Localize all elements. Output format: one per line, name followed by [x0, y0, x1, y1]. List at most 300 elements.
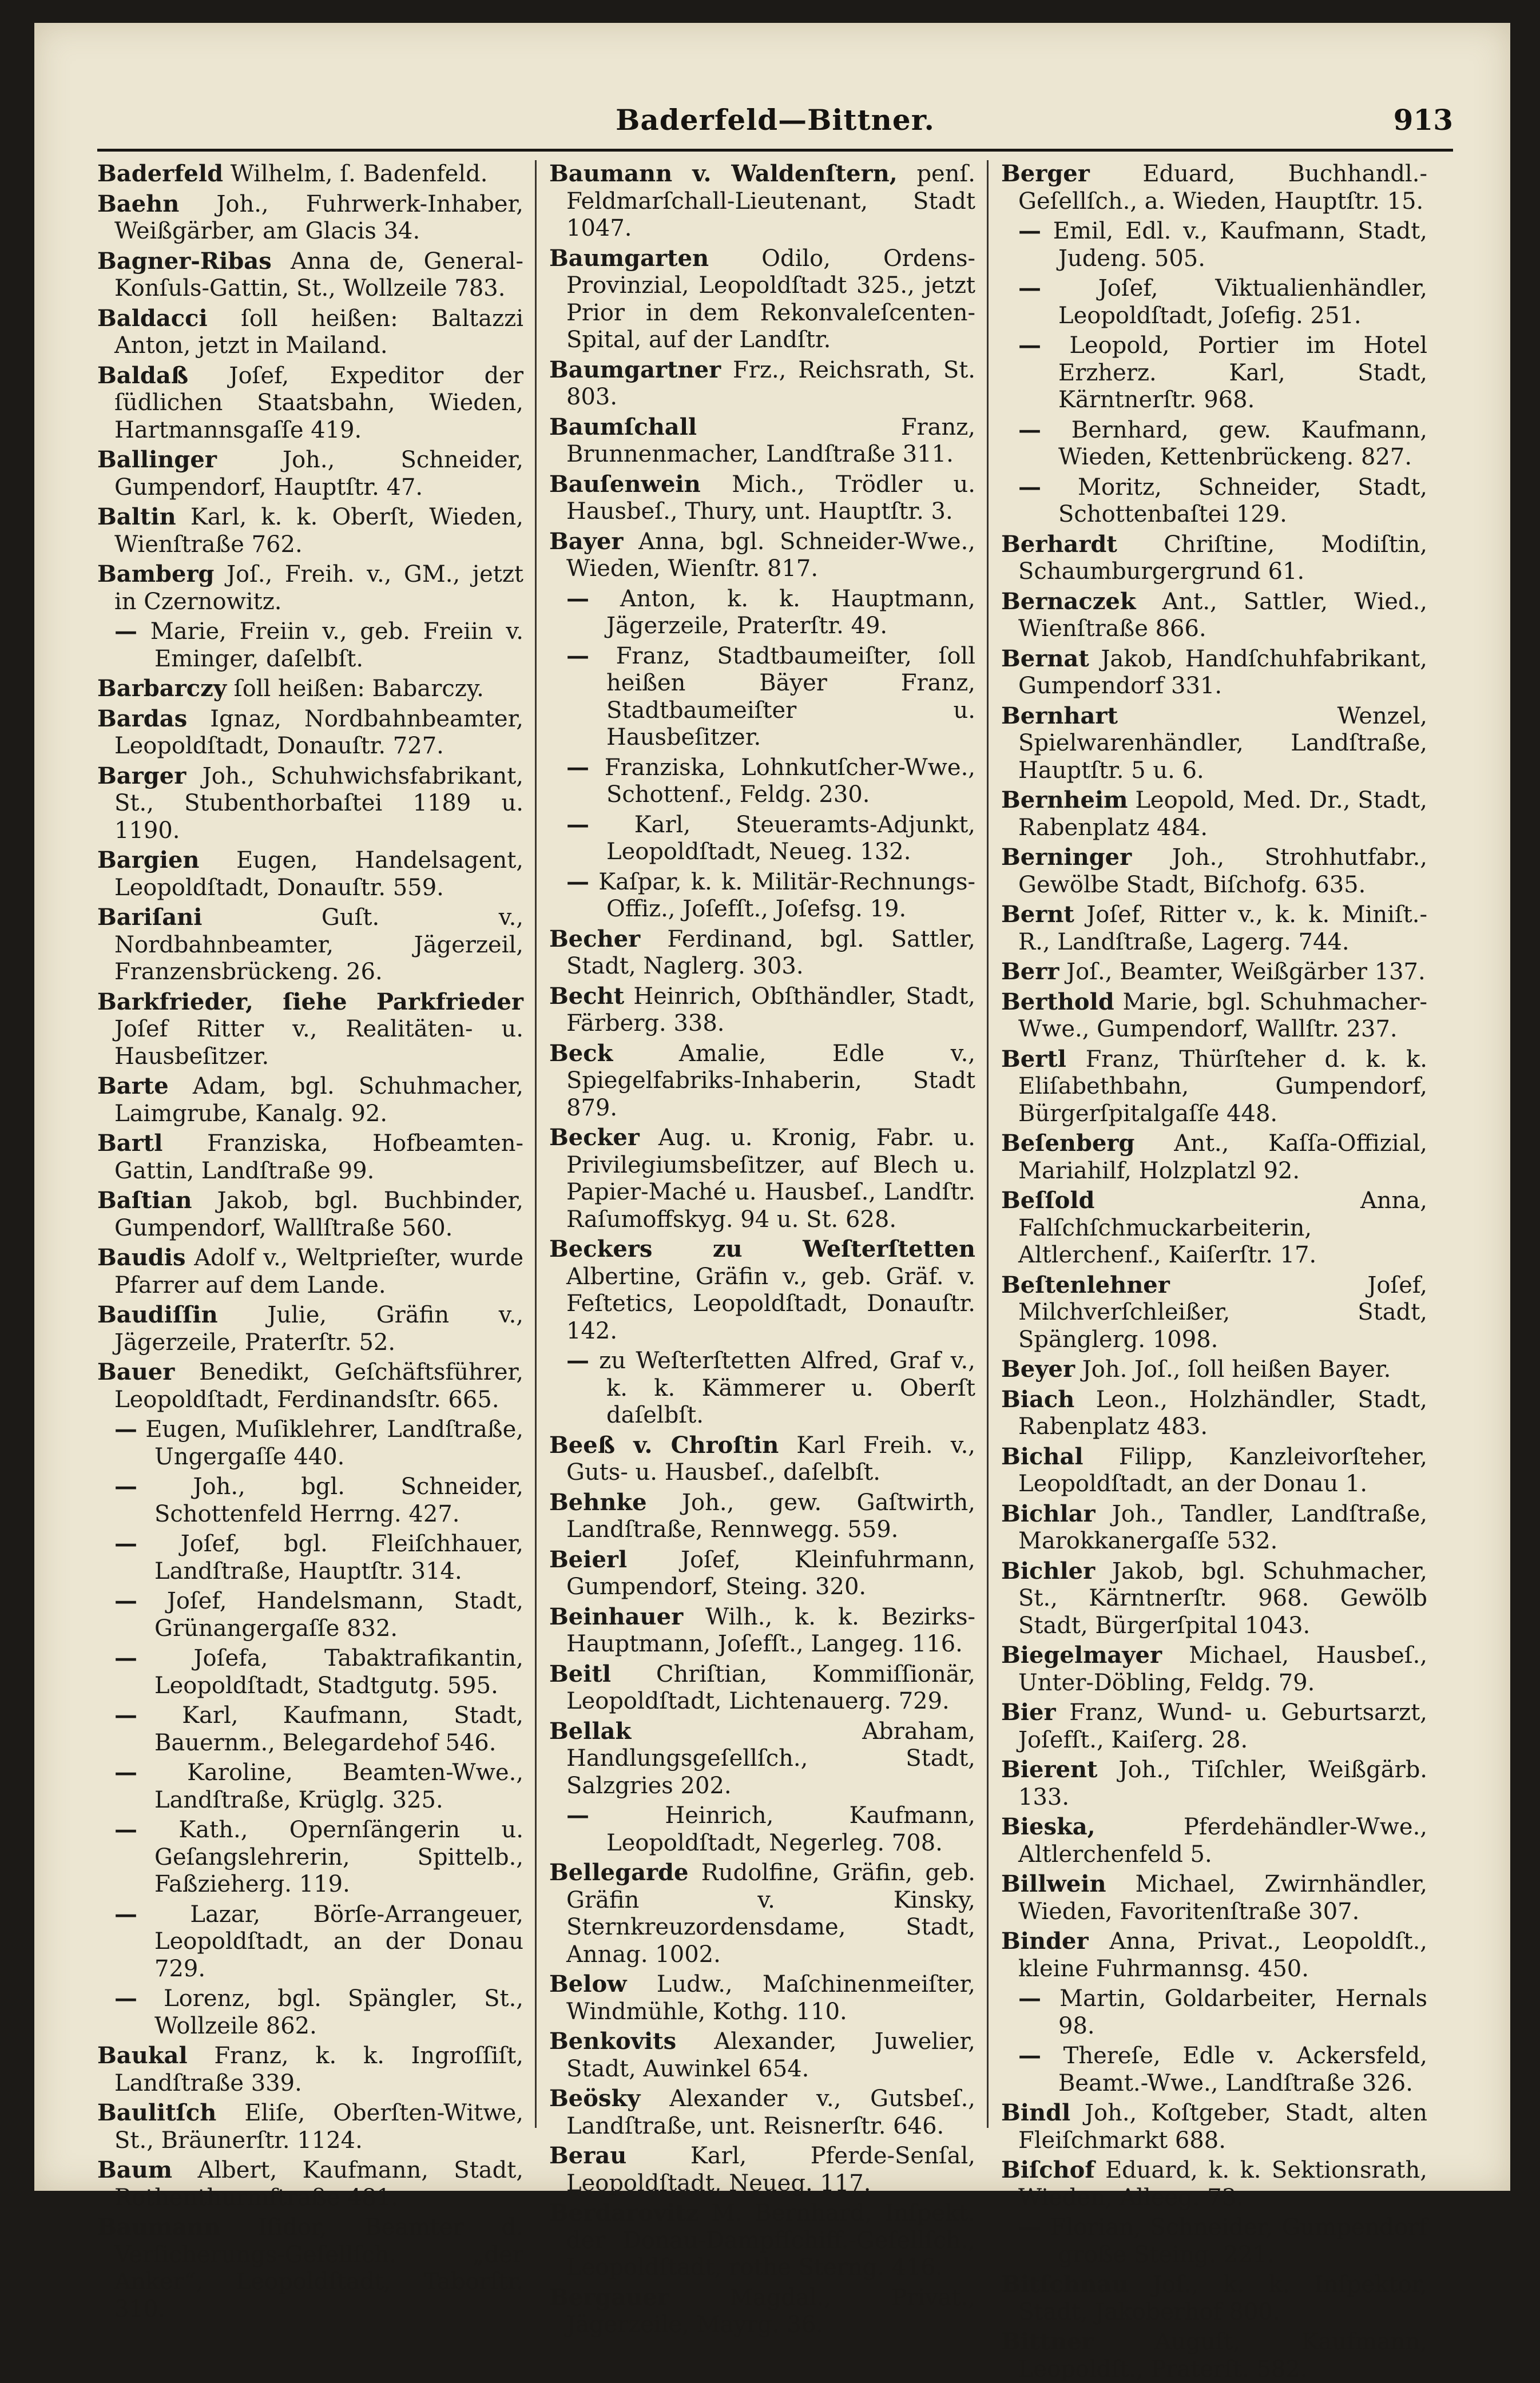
entry-surname: Bieska,	[1001, 1813, 1096, 1840]
entry-surname: —	[114, 1985, 137, 2012]
entry-details: Eugen, Handelsagent, Leopoldſtadt, Donauſtr. 559.	[114, 847, 523, 901]
entry-details: Joſef, Ritter v., k. k. Miniſt.-R., Landſtraße, Lagerg. 744.	[1018, 901, 1427, 955]
entry-details: Adam, bgl. Schuhmacher, Laimgrube, Kanalg. 92.	[114, 1073, 523, 1127]
entry-details: Joſ., k. k. Inſpektor, Stadt, Jakoberhof 800.	[1018, 2271, 1427, 2325]
entry-details: Joh., Tandler, Landſtraße, Marokkanergaſſe 532.	[1018, 1500, 1428, 1554]
directory-entry	[97, 762, 523, 845]
entry-details: Joh., Strohhutfabr., Gewölbe Stadt, Biſchofg. 635.	[1018, 844, 1427, 898]
entry-details: Marie, bgl. Schuhmacher-Wwe., Gumpendorf, Wallſtr. 237.	[1018, 988, 1427, 1042]
directory-entry	[549, 1971, 975, 2025]
directory-entry	[549, 983, 975, 1038]
entry-surname: Berr	[1001, 958, 1059, 985]
entry-details: ſoll heißen: Babarczy.	[233, 676, 484, 702]
directory-entry	[97, 2042, 523, 2097]
directory-entry	[97, 705, 523, 760]
entry-details: Auguſt, Kaufmann, Leopoldſt., Praterſt. 582.	[1018, 2329, 1428, 2382]
entry-details: Joſ., Freih. v., GM., jetzt in Czernowitz.	[114, 561, 523, 615]
entry-surname: Bitſchnau	[1001, 2271, 1129, 2298]
entry-surname: Baderfeld	[97, 160, 224, 187]
entry-surname: Becht	[549, 982, 625, 1010]
entry-surname: Bernt	[1001, 901, 1074, 928]
directory-entry	[549, 926, 975, 980]
entry-details: Aug. u. Kronig, Fabr. u. Privilegiumsbeſitzer, auf Blech u. Papier-Maché u. Hausbeſ., Landſtr. Raſumoffskyg. 94 u. St. 628.	[566, 1125, 975, 1233]
directory-entry	[549, 868, 975, 923]
directory-entry	[1001, 1272, 1427, 1354]
entry-surname: Baumſchall	[549, 413, 697, 440]
entry-surname: Beſſold	[1001, 1187, 1095, 1214]
entry-surname: Bernat	[1001, 645, 1089, 672]
entry-surname: Baukal	[97, 2042, 188, 2069]
entry-details: Alexander v., Gutsbeſ., Landſtraße, unt. Reisnerſtr. 646.	[566, 2086, 975, 2139]
directory-entry	[97, 1130, 523, 1185]
directory-entry	[97, 1244, 523, 1299]
entry-details: Leopold, Portier im Hotel Erzherz. Karl, Stadt, Kärntnerſtr. 968.	[1058, 332, 1427, 413]
entry-details: Karoline, Beamten-Wwe., Landſtraße, Krüglg. 325.	[154, 1760, 524, 1813]
entry-details: Eduard, Buchhandl.-Geſellſch., a. Wieden, Hauptſtr. 15.	[1018, 161, 1427, 215]
entry-details: Emil, Edl. v., Kaufmann, Stadt, Judeng. 505.	[1053, 218, 1427, 272]
entry-surname: Berger	[1001, 160, 1090, 187]
entry-details: Joh., gew. Gaſtwirth, Landſtraße, Rennwegg. 559.	[566, 1489, 976, 1543]
entry-details: Joſef, bgl. Fleiſchhauer, Landſtraße, Hauptſtr. 314.	[154, 1531, 523, 1584]
directory-entry	[1001, 1130, 1427, 1185]
entry-details: Wenzel, Spielwarenhändler, Landſtraße, Hauptſtr. 5 u. 6.	[1018, 702, 1427, 784]
directory-entry	[97, 362, 523, 444]
directory-entry	[549, 1661, 975, 1715]
directory-entry	[97, 1759, 523, 1814]
directory-entry	[549, 1124, 975, 1233]
directory-entry	[549, 2028, 975, 2083]
entry-details: Joh., Schuhwichsfabrikant, St., Stubenthorbaſtei 1189 u. 1190.	[114, 762, 523, 844]
directory-entry	[549, 1859, 975, 1968]
directory-entry	[97, 1473, 523, 1528]
entry-details: Heinrich, Obſthändler, Stadt, Färberg. 338.	[566, 983, 975, 1036]
directory-entry	[1001, 531, 1427, 586]
entry-details: Karl, Kaufmann, Stadt, Bauernm., Belegardehof 546.	[154, 1702, 523, 1756]
entry-surname: Bindl	[1001, 2099, 1071, 2126]
column-2	[549, 160, 976, 2338]
directory-entry	[1001, 2328, 1427, 2383]
directory-entry	[1001, 702, 1427, 785]
directory-entry	[1001, 160, 1427, 215]
directory-entry	[549, 2199, 975, 2282]
entry-surname: Beck	[549, 1039, 613, 1067]
entry-surname: Baulitſch	[97, 2099, 217, 2126]
entry-surname: Barte	[97, 1073, 169, 1099]
entry-surname: Becker	[549, 1124, 640, 1151]
entry-details: Leon., Holzhändler, Stadt, Rabenplatz 483.	[1018, 1386, 1427, 1440]
directory-entry	[1001, 1046, 1427, 1128]
entry-surname: Baum	[97, 2156, 173, 2183]
entry-surname: Benkovits	[549, 2028, 677, 2055]
entry-details: Wilh., k. k. Bezirks-Hauptmann, Joſefſt., Langeg. 116.	[566, 1603, 975, 1657]
directory-entry	[97, 1416, 523, 1471]
entry-surname: Becher	[549, 925, 641, 952]
entry-details: Anna, bgl. Schneider-Wwe., Wieden, Wienſtr. 817.	[566, 528, 976, 582]
entry-surname: Baldacci	[97, 304, 208, 332]
entry-details: Lorenz, bgl. Spängler, St., Wollzeile 862.	[154, 1985, 523, 2039]
directory-entry	[1001, 2099, 1427, 2154]
entry-details: Jakob, Handſchuhfabrikant, Gumpendorf 331.	[1018, 645, 1428, 699]
directory-entry	[1001, 1928, 1427, 1983]
entry-details: Joſef, Milchverſchleißer, Stadt, Spänglerg. 1098.	[1018, 1272, 1427, 1353]
directory-entry	[1001, 2156, 1427, 2211]
directory-entry	[97, 1530, 523, 1585]
entry-surname: Bittner	[1001, 2328, 1094, 2355]
entry-surname: —	[1018, 275, 1041, 301]
entry-details: Anna, Privat., Leopoldſt., kleine Fuhrmannsg. 450.	[1018, 1928, 1427, 1982]
entry-details: Joſef, Expeditor der ſüdlichen Staatsbahn, Wieden, Hartmannsgaſſe 419.	[114, 362, 524, 443]
directory-entry	[97, 248, 523, 303]
entry-details: Joh., Fuhrwerk-Inhaber, Weißgärber, am Glacis 34.	[114, 190, 523, 244]
entry-surname: Baudis	[97, 1244, 186, 1271]
entry-details: Thereſe, Edle v. Ackersfeld, Beamt.-Wwe., Landſtraße 326.	[1058, 2043, 1427, 2096]
entry-details: M. Bernhard, Inſpekt. der Donau-Dampfſchiff.-Geſellſch., Leopoldſtadt, rothe Sterng. 416.	[566, 2200, 975, 2281]
entry-surname: Bergauer	[549, 2283, 669, 2311]
directory-entry	[549, 754, 975, 809]
directory-entry	[1001, 901, 1427, 956]
entry-surname: —	[566, 1347, 589, 1374]
entry-details: Bernhard, gew. Kaufmann, Wieden, Kettenbrückeng. 827.	[1058, 416, 1427, 470]
entry-surname: —	[1018, 217, 1041, 244]
directory-entry	[1001, 958, 1427, 986]
directory-entry	[97, 1359, 523, 1413]
directory-entry	[549, 1040, 975, 1122]
directory-entry	[97, 160, 523, 188]
entry-surname: Bernaczek	[1001, 587, 1136, 615]
header-rule	[97, 149, 1453, 152]
entry-details: Franz, Wund- u. Geburtsarzt, Joſefſt., Kaiſerg. 28.	[1018, 1699, 1428, 1753]
entry-details: Iſidor, Beamter d. Verſicherungs-Geſellſch. „der Anker“, Leopoldſtadt, Taborſtr. 310.	[114, 2214, 523, 2322]
entry-details: Odilo, Ordens-Provinzial, Leopoldſtadt 325., jetzt Prior in dem Rekonvaleſcenten-Spital, auf der Landſtr.	[566, 245, 975, 353]
entry-surname: Berninger	[1001, 844, 1132, 871]
entry-details: Moritz, Schneider, Stadt, Schottenbaſtei 129.	[1058, 474, 1427, 527]
entry-details: Lazar, Börſe-Arrangeuer, Leopoldſtadt, an der Donau 729.	[154, 1901, 523, 1982]
entry-details: Franz, Stadtbaumeiſter, ſoll heißen Bäyer Franz, Stadtbaumeiſter u. Hausbeſitzer.	[606, 642, 976, 750]
entry-details: Karl, Steueramts-Adjunkt, Leopoldſtadt, Neueg. 132.	[606, 811, 975, 865]
entry-surname: Baldaß	[97, 362, 189, 389]
directory-entry	[97, 847, 523, 901]
entry-surname: Berau	[549, 2142, 627, 2169]
entry-details: Leopold, Med. Dr., Stadt, Rabenplatz 484.	[1018, 787, 1428, 841]
entry-details: Joſef, Viktualienhändler, Leopoldſtadt, Joſefig. 251.	[1058, 275, 1428, 329]
entry-surname: Beeß v. Chroſtin	[549, 1431, 779, 1459]
directory-entry	[97, 1073, 523, 1127]
entry-surname: Baumann	[97, 2214, 221, 2241]
directory-entry	[1001, 1699, 1427, 1754]
directory-entry	[549, 1718, 975, 1800]
directory-entry	[549, 414, 975, 468]
directory-entry	[97, 1301, 523, 1356]
directory-entry	[1001, 275, 1427, 329]
directory-entry	[97, 675, 523, 703]
entry-surname: Baumgarten	[549, 244, 709, 272]
entry-details: Ferdinand, bgl. Sattler, Stadt, Naglerg. 303.	[566, 926, 976, 979]
entry-details: Julie, Gräfin v., Jägerzeile, Praterſtr. 52.	[114, 1302, 523, 1356]
entry-surname: Bagner-Ribas	[97, 247, 272, 275]
directory-entry	[1001, 474, 1427, 529]
entry-details: Anna, Falſchſchmuckarbeiterin, Altlerchenf., Kaiſerſtr. 17.	[1018, 1187, 1427, 1268]
entry-details: Joſefa, Tabaktrafikantin, Leopoldſtadt, Stadtgutg. 595.	[154, 1645, 524, 1699]
entry-surname: Below	[549, 1971, 627, 1997]
entry-surname: —	[114, 1416, 137, 1443]
entry-details: Jakob, bgl. Schuhmacher, St., Kärntnerſtr. 968. Gewölb Stadt, Bürgerſpital 1043.	[1018, 1558, 1427, 1639]
entry-surname: —	[566, 811, 589, 838]
entry-surname: —	[566, 868, 589, 895]
directory-entry	[1001, 645, 1427, 700]
entry-surname: Biegelmayer	[1001, 1642, 1162, 1669]
entry-details: Rudolfine, Gräfin, geb. Gräfin v. Kinsky, Sternkreuzordensdame, Stadt, Annag. 1002.	[566, 1860, 975, 1968]
entry-details: Heinrich, Kaufmann, Leopoldſtadt, Negerleg. 708.	[606, 1802, 975, 1856]
entry-details: Kath., Opernſängerin u. Geſangslehrerin, Spittelb., Faßzieherg. 119.	[154, 1817, 523, 1897]
directory-entry	[549, 2142, 975, 2197]
entry-surname: Baltin	[97, 503, 176, 530]
entry-surname: —	[1018, 332, 1041, 359]
directory-entry	[97, 1985, 523, 2040]
directory-entry	[97, 2156, 523, 2211]
directory-entry	[1001, 988, 1427, 1043]
directory-entry	[97, 1901, 523, 1983]
entry-surname: Beitl	[549, 1660, 612, 1687]
entry-surname: Beösky	[549, 2085, 641, 2112]
directory-entry	[1001, 2271, 1427, 2326]
entry-details: Ignaz, Nordbahnbeamter, Leopoldſtadt, Donauſtr. 727.	[114, 705, 524, 759]
directory-entry	[1001, 2214, 1427, 2269]
directory-entry	[97, 904, 523, 986]
entry-details: Chriſtine, Modiſtin, Schaumburgergrund 61.	[1018, 531, 1428, 585]
entry-surname: —	[1018, 2042, 1041, 2069]
directory-entry	[97, 988, 523, 1071]
directory-entry	[549, 1603, 975, 1658]
entry-details: Joſ., Beamter, Weißgärber 137.	[1066, 959, 1426, 985]
entry-surname: Bellegarde	[549, 1859, 689, 1886]
directory-entry	[549, 1546, 975, 1601]
entry-surname: —	[114, 1702, 137, 1729]
directory-entry	[549, 1489, 975, 1544]
entry-details: Magdal., Privat., Jägerzeile, Mayrg. 36.	[566, 2284, 975, 2338]
entry-surname: Bauſenwein	[549, 470, 701, 498]
column-divider	[535, 160, 537, 2128]
entry-details: Michael, Hausbeſ., Unter-Döbling, Feldg. 79.	[1018, 1642, 1428, 1696]
entry-surname: Behnke	[549, 1488, 647, 1516]
entry-surname: Bichal	[1001, 1443, 1083, 1470]
directory-entry	[97, 1187, 523, 1242]
entry-details: Karl Freih. v., Guts- u. Hausbeſ., daſelbſt.	[566, 1432, 976, 1486]
directory-entry	[549, 1236, 975, 1345]
entry-surname: —	[1018, 1985, 1041, 2012]
entry-surname: —	[114, 1645, 137, 1671]
directory-entry	[1001, 844, 1427, 899]
entry-surname: Baumgartner	[549, 356, 721, 383]
entry-details: Franziska, Hofbeamten-Gattin, Landſtraße 99.	[114, 1130, 523, 1184]
directory-entry	[97, 1702, 523, 1757]
entry-details: Guſt. v., Nordbahnbeamter, Jägerzeil, Franzensbrückeng. 26.	[114, 904, 523, 985]
entry-details: Franz, k. k. Ingroſſiſt, Landſtraße 339.	[114, 2043, 523, 2096]
directory-entry	[97, 618, 523, 673]
entry-details: Florian, Schneider, Gumpendorf große Steing. 221.	[1050, 2214, 1428, 2268]
entry-surname: Bellak	[549, 1717, 632, 1745]
directory-entry	[549, 160, 975, 243]
entry-details: Mich., Trödler u. Hausbeſ., Thury, unt. Hauptſtr. 3.	[566, 471, 976, 525]
entry-details: Kaſpar, k. k. Militär-Rechnungs-Offiz., Joſefſt., Joſefsg. 19.	[598, 868, 975, 922]
entry-details: Adolf v., Weltprieſter, wurde Pfarrer auf dem Lande.	[114, 1245, 523, 1298]
entry-surname: Baudiſſin	[97, 1301, 218, 1328]
column-3	[1001, 160, 1428, 2382]
entry-surname: —	[1018, 2214, 1041, 2241]
directory-entry	[1001, 1985, 1427, 2040]
entry-surname: Bariſani	[97, 904, 203, 931]
directory-entry	[1001, 1756, 1427, 1811]
entry-surname: —	[114, 1900, 137, 1928]
directory-entry	[549, 1802, 975, 1857]
entry-details: Joh. Joſ., ſoll heißen Bayer.	[1082, 1356, 1391, 1383]
entry-surname: Bichlar	[1001, 1500, 1096, 1527]
directory-entry	[1001, 1642, 1427, 1697]
entry-details: Franz, Brunnenmacher, Landſtraße 311.	[566, 414, 975, 467]
entry-details: Amalie, Edle v., Spiegelfabriks-Inhaberin, Stadt 879.	[566, 1040, 975, 1121]
entry-surname: —	[114, 1473, 137, 1500]
entry-details: Joh., Tiſchler, Weißgärb. 133.	[1018, 1757, 1428, 1810]
entry-details: Michael, Zwirnhändler, Wieden, Favoritenſtraße 307.	[1018, 1871, 1427, 1925]
entry-surname: Ballinger	[97, 446, 217, 473]
directory-entry	[1001, 332, 1427, 414]
entry-details: Filipp, Kanzleivorſteher, Leopoldſtadt, an der Donau 1.	[1018, 1443, 1428, 1497]
entry-surname: —	[114, 1530, 137, 1557]
entry-surname: Bayer	[549, 527, 624, 555]
directory-entry	[1001, 787, 1427, 841]
directory-entry	[97, 561, 523, 615]
directory-entry	[1001, 1870, 1427, 1925]
directory-entry	[549, 528, 975, 583]
entry-details: Chriſtian, Kommiſſionär, Leopoldſtadt, Lichtenauerg. 729.	[566, 1661, 975, 1714]
entry-surname: Bier	[1001, 1699, 1056, 1726]
directory-entry	[549, 2085, 975, 2140]
entry-surname: —	[566, 1802, 589, 1829]
entry-details: Frz., Reichsrath, St. 803.	[566, 356, 976, 410]
directory-entry	[1001, 1558, 1427, 1640]
entry-details: Anton, k. k. Hauptmann, Jägerzeile, Praterſtr. 49.	[606, 585, 975, 639]
directory-page	[34, 23, 1510, 2382]
entry-surname: Bertl	[1001, 1045, 1067, 1073]
entry-details: Albert, Kaufmann, Stadt, Rothenthurmſtraße 481.	[114, 2157, 524, 2211]
entry-details: Anna de, General-Konſuls-Gattin, St., Wollzeile 783.	[114, 248, 524, 301]
entry-details: Joh., Koſtgeber, Stadt, alten Fleiſchmarkt 688.	[1018, 2100, 1427, 2154]
entry-surname: Bierent	[1001, 1756, 1098, 1783]
directory-entry	[97, 190, 523, 245]
entry-surname: Berhardt	[1001, 530, 1117, 558]
directory-entry	[1001, 1443, 1427, 1498]
entry-surname: Barkfrieder, ſiehe Parkfrieder	[97, 988, 523, 1015]
entry-surname: Bardas	[97, 705, 188, 732]
entry-surname: Barger	[97, 762, 186, 789]
entry-surname: Bichler	[1001, 1557, 1096, 1584]
directory-entry	[97, 2099, 523, 2154]
page-header	[97, 97, 1453, 149]
entry-surname: Billwein	[1001, 1870, 1106, 1897]
entry-details: Martin, Goldarbeiter, Hernals 98.	[1058, 1985, 1427, 2039]
directory-entry	[1001, 1356, 1427, 1384]
entry-surname: Bartl	[97, 1130, 163, 1157]
entry-surname: Beſenberg	[1001, 1130, 1135, 1157]
entry-details: Benedikt, Geſchäftsführer, Leopoldſtadt, Ferdinandsſtr. 665.	[114, 1359, 523, 1413]
directory-entry	[97, 446, 523, 501]
entry-details: Karl, Pferde-Senſal, Leopoldſtadt, Neueg. 117.	[566, 2143, 975, 2197]
entry-surname: —	[114, 1587, 137, 1614]
entry-surname: —	[1018, 473, 1041, 501]
entry-details: Eduard, k. k. Sektionsrath, Wieden, Alleeg. 73.	[1018, 2157, 1427, 2211]
entry-details: Joh., Schneider, Gumpendorf, Hauptſtr. 47.	[114, 447, 523, 501]
directory-entry	[97, 503, 523, 558]
directory-entry	[97, 2214, 523, 2323]
directory-entry	[97, 1587, 523, 1642]
entry-details: Joſef, Handelsmann, Stadt, Grünangergaſſe 832.	[154, 1588, 523, 1642]
directory-entry	[549, 1432, 975, 1487]
entry-details: Joſef Ritter v., Realitäten- u. Hausbeſitzer.	[114, 1016, 523, 1070]
entry-details: Alexander, Juwelier, Stadt, Auwinkel 654.	[566, 2028, 975, 2082]
directory-entry	[1001, 416, 1427, 471]
entry-surname: Bauer	[97, 1359, 175, 1385]
directory-entry	[1001, 1386, 1427, 1441]
directory-entry	[549, 1347, 975, 1429]
directory-entry	[549, 642, 975, 752]
entry-surname: Beierl	[549, 1546, 628, 1573]
entry-surname: Bamberg	[97, 561, 215, 587]
entry-details: Ant., Kaſſa-Offizial, Mariahilf, Holzplatzl 92.	[1018, 1130, 1428, 1184]
directory-entry	[549, 2284, 975, 2339]
entry-details: Franz, Thürſteher d. k. k. Eliſabethbahn, Gumpendorf, Bürgerſpitalgaſſe 448.	[1018, 1046, 1427, 1127]
entry-surname: —	[114, 1759, 137, 1786]
entry-surname: —	[566, 753, 589, 781]
entry-surname: Baumann v. Waldenſtern,	[549, 160, 898, 187]
entry-details: Abraham, Handlungsgeſellſch., Stadt, Salzgries 202.	[566, 1718, 975, 1799]
directory-entry	[549, 585, 975, 640]
entry-details: Jakob, bgl. Buchbinder, Gumpendorf, Wallſtraße 560.	[114, 1187, 523, 1241]
entry-surname: —	[566, 585, 589, 612]
entry-surname: Barbarczy	[97, 675, 227, 702]
entry-surname: Berthold	[1001, 988, 1114, 1015]
entry-surname: —	[1018, 416, 1041, 443]
entry-surname: —	[114, 618, 137, 645]
entry-details: Ant., Sattler, Wied., Wienſtraße 866.	[1018, 588, 1428, 642]
directory-entry	[1001, 1813, 1427, 1868]
entry-surname: Biſchof	[1001, 2156, 1095, 2183]
entry-details: Pferdehändler-Wwe., Altlerchenfeld 5.	[1018, 1814, 1427, 1868]
directory-entry	[97, 305, 523, 360]
entry-details: Eliſe, Oberſten-Witwe, St., Bräunerſtr. 1124.	[114, 2100, 523, 2154]
entry-surname: —	[114, 1816, 137, 1843]
entry-details: Eugen, Muſiklehrer, Landſtraße, Ungergaſſe 440.	[145, 1416, 524, 1470]
column-1	[97, 160, 524, 2322]
entry-surname: Berdarovitz	[549, 2199, 699, 2226]
entry-details: Franziska, Lohnkutſcher-Wwe., Schottenf., Feldg. 230.	[604, 754, 975, 808]
directory-entry	[549, 471, 975, 526]
entry-surname: Beckers zu Weſterſtetten	[549, 1236, 975, 1262]
entry-surname: Beſtenlehner	[1001, 1271, 1170, 1298]
entry-surname: Biach	[1001, 1385, 1075, 1413]
entry-surname: Baehn	[97, 190, 180, 217]
directory-entry	[1001, 1187, 1427, 1269]
entry-surname: Bernheim	[1001, 787, 1128, 813]
directory-entry	[1001, 1500, 1427, 1555]
entry-details: Joh., bgl. Schneider, Schottenfeld Herrng. 427.	[154, 1474, 524, 1527]
entry-details: Albertine, Gräfin v., geb. Gräf. v. Feſtetics, Leopoldſtadt, Donauſtr. 142.	[566, 1263, 975, 1344]
entry-details: ſoll heißen: Baltazzi Anton, jetzt in Mailand.	[114, 305, 524, 359]
entry-surname: Beinhauer	[549, 1603, 684, 1630]
entry-surname: Bargien	[97, 847, 200, 873]
page-number: 913	[1393, 103, 1453, 137]
entry-details: penſ. Feldmarſchall-Lieutenant, Stadt 1047.	[566, 161, 975, 241]
entry-surname: Bernhart	[1001, 702, 1118, 729]
directory-entry	[549, 245, 975, 354]
